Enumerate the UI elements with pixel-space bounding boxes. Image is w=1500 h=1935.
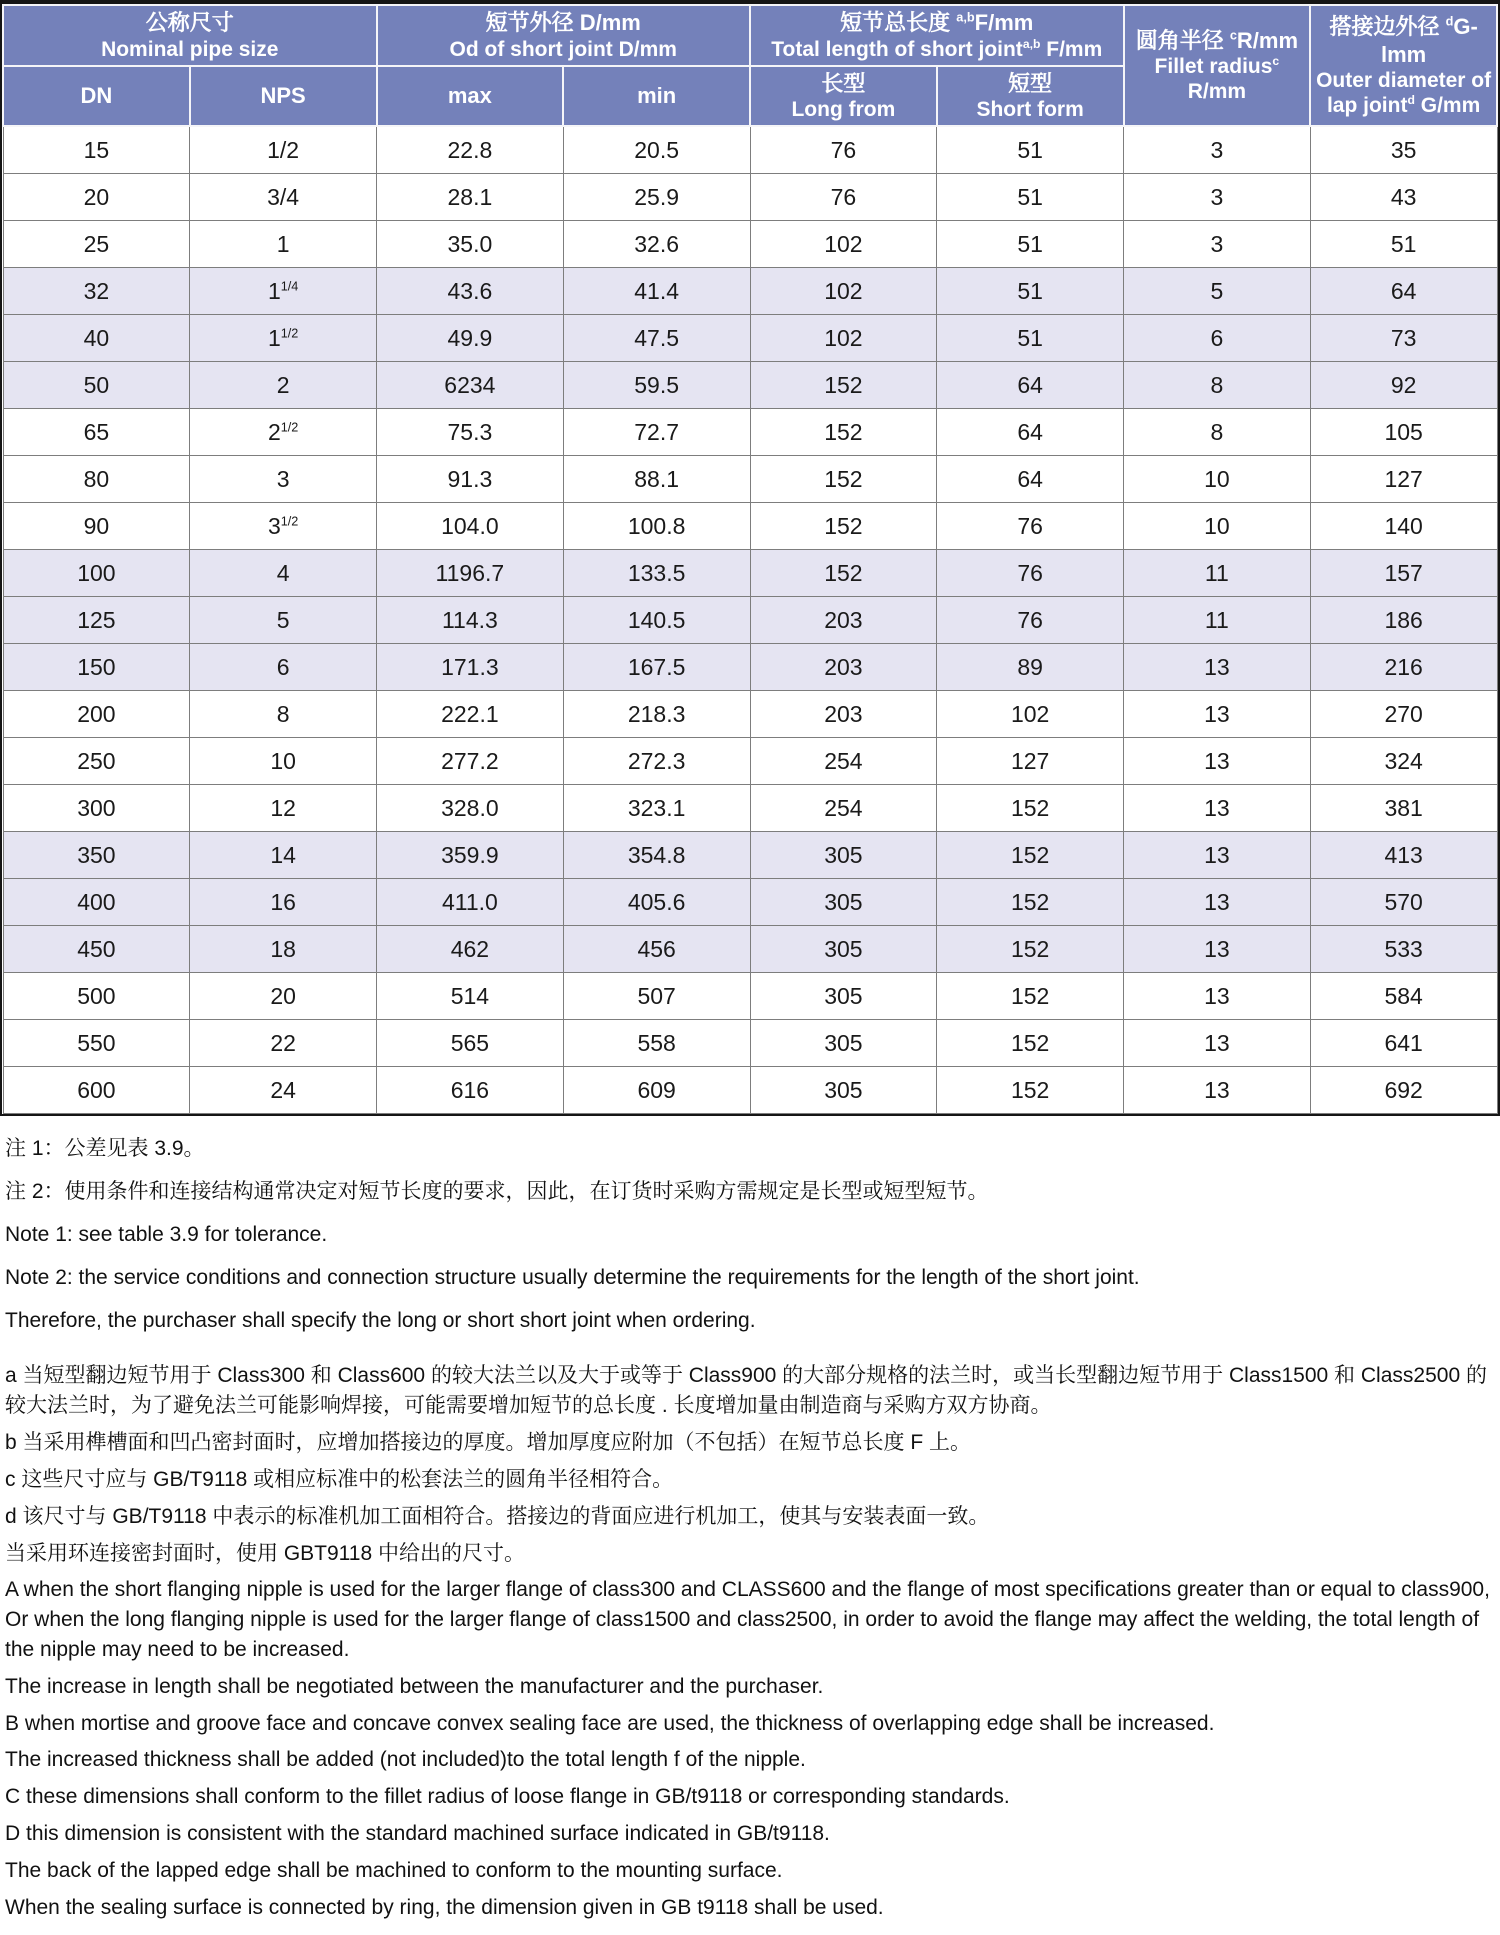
header-total-length-zh: 短节总长度 $^{a,b}$F/mm xyxy=(840,9,1034,35)
cell-nps: 24 xyxy=(190,1067,377,1114)
cell-short-form: 89 xyxy=(937,644,1124,691)
cell-nps: 5 xyxy=(190,597,377,644)
cell-short-form: 76 xyxy=(937,597,1124,644)
cell-lap-od: 105 xyxy=(1310,409,1497,456)
cell-long-form: 102 xyxy=(750,315,937,362)
cell-od-max: 277.2 xyxy=(377,738,564,785)
cell-nps: $1^{1/2}$ xyxy=(190,315,377,362)
table-body xyxy=(3,126,1497,1114)
cell-long-form: 76 xyxy=(750,174,937,221)
table-row xyxy=(3,315,1497,362)
header-nominal-zh: 公称尺寸 xyxy=(145,10,234,35)
cell-long-form: 152 xyxy=(750,362,937,409)
cell-od-min: 558 xyxy=(563,1020,750,1067)
cell-short-form: 76 xyxy=(937,550,1124,597)
footnote-ring-zh: 当采用环连接密封面时，使用 GBT9118 中给出的尺寸。 xyxy=(5,1541,525,1565)
cell-lap-od: 43 xyxy=(1310,174,1497,221)
cell-fillet-radius: 13 xyxy=(1124,1020,1311,1067)
cell-od-min: 25.9 xyxy=(563,174,750,221)
table-row xyxy=(3,644,1497,691)
cell-od-min: 88.1 xyxy=(563,456,750,503)
cell-lap-od: 324 xyxy=(1310,738,1497,785)
footnote-ring-en: When the sealing surface is connected by ring, the dimension given in GB t9118 shall be used. xyxy=(5,1895,884,1919)
note-line: Note 2: the service conditions and connection structure usually determine the requirements for the length of the short joint. xyxy=(5,1265,1140,1289)
footnote-b-en: B when mortise and groove face and concave convex sealing face are used, the thickness of overlapping edge shall be increased. xyxy=(5,1711,1215,1735)
table-row xyxy=(3,879,1497,926)
footnote-d2-en: The back of the lapped edge shall be machined to conform to the mounting surface. xyxy=(5,1858,783,1882)
cell-od-max: 359.9 xyxy=(377,832,564,879)
cell-fillet-radius: 5 xyxy=(1124,268,1311,315)
cell-od-max: 104.0 xyxy=(377,503,564,550)
table-row xyxy=(3,409,1497,456)
header-nominal-en: Nominal pipe size xyxy=(101,37,279,61)
nps-fraction-superscript: 1/2 xyxy=(280,420,299,435)
table-row xyxy=(3,126,1497,174)
cell-od-max: 462 xyxy=(377,926,564,973)
cell-lap-od: 641 xyxy=(1310,1020,1497,1067)
cell-long-form: 305 xyxy=(750,926,937,973)
cell-short-form: 76 xyxy=(937,503,1124,550)
table-header xyxy=(3,5,1497,126)
cell-nps: $3^{1/2}$ xyxy=(190,503,377,550)
cell-short-form: 51 xyxy=(937,221,1124,268)
cell-short-form: 152 xyxy=(937,973,1124,1020)
cell-lap-od: 140 xyxy=(1310,503,1497,550)
cell-od-min: 272.3 xyxy=(563,738,750,785)
cell-short-form: 51 xyxy=(937,126,1124,174)
table-row xyxy=(3,456,1497,503)
cell-lap-od: 413 xyxy=(1310,832,1497,879)
table-row xyxy=(3,221,1497,268)
cell-long-form: 305 xyxy=(750,1020,937,1067)
cell-od-min: 47.5 xyxy=(563,315,750,362)
header-group-row xyxy=(3,5,1497,66)
cell-dn: 200 xyxy=(3,691,190,738)
cell-dn: 40 xyxy=(3,315,190,362)
cell-od-min: 609 xyxy=(563,1067,750,1114)
cell-long-form: 152 xyxy=(750,503,937,550)
cell-dn: 80 xyxy=(3,456,190,503)
cell-lap-od: 186 xyxy=(1310,597,1497,644)
table-row xyxy=(3,691,1497,738)
table-row xyxy=(3,550,1497,597)
cell-dn: 550 xyxy=(3,1020,190,1067)
table-row xyxy=(3,362,1497,409)
footnote-b2-en: The increased thickness shall be added (not included)to the total length f of the nipple. xyxy=(5,1748,806,1772)
cell-long-form: 152 xyxy=(750,550,937,597)
cell-long-form: 203 xyxy=(750,644,937,691)
footnote-a-en: A when the short flanging nipple is used for the larger flange of class300 and CLASS600 and the flange of most specifications greater than or equal to class900, Or when the long flanging nipple is used for the larger flange of class1500 and class2500, in order to avoid the flange may affect the welding, the total length of the nipple may need to be increased. xyxy=(5,1578,1490,1661)
cell-od-min: 507 xyxy=(563,973,750,1020)
header-total-length-en: Total length of short joint$^{a,b}$ F/mm xyxy=(771,36,1103,61)
pipe-size-table xyxy=(2,4,1498,1114)
footnote-a2-en: The increase in length shall be negotiated between the manufacturer and the purchaser. xyxy=(5,1674,824,1698)
notes-section xyxy=(0,1116,1500,1935)
cell-fillet-radius: 3 xyxy=(1124,221,1311,268)
cell-nps: 20 xyxy=(190,973,377,1020)
cell-od-max: 49.9 xyxy=(377,315,564,362)
cell-fillet-radius: 13 xyxy=(1124,879,1311,926)
cell-nps: 22 xyxy=(190,1020,377,1067)
cell-long-form: 305 xyxy=(750,1067,937,1114)
cell-long-form: 102 xyxy=(750,268,937,315)
superscript-d: d xyxy=(1407,93,1415,108)
header-lap-zh: 搭接边外径 $^d$G-lmm xyxy=(1329,13,1478,67)
cell-dn: 90 xyxy=(3,503,190,550)
cell-nps: 1 xyxy=(190,221,377,268)
header-fillet-radius xyxy=(1124,5,1311,126)
superscript-ab: a,b xyxy=(1022,36,1041,51)
header-nps: NPS xyxy=(190,66,377,127)
cell-nps: 2 xyxy=(190,362,377,409)
note-line: 注 2：使用条件和连接结构通常决定对短节长度的要求，因此，在订货时采购方需规定是长型或短型短节。 xyxy=(5,1180,989,1204)
cell-long-form: 152 xyxy=(750,409,937,456)
cell-od-max: 43.6 xyxy=(377,268,564,315)
cell-lap-od: 216 xyxy=(1310,644,1497,691)
cell-dn: 20 xyxy=(3,174,190,221)
cell-nps: 3/4 xyxy=(190,174,377,221)
cell-lap-od: 64 xyxy=(1310,268,1497,315)
note-line: Note 1: see table 3.9 for tolerance. xyxy=(5,1223,328,1246)
cell-dn: 100 xyxy=(3,550,190,597)
cell-long-form: 203 xyxy=(750,691,937,738)
header-long-form: 长型 Long from xyxy=(750,66,937,127)
cell-short-form: 152 xyxy=(937,879,1124,926)
cell-fillet-radius: 3 xyxy=(1124,126,1311,174)
cell-od-max: 328.0 xyxy=(377,785,564,832)
cell-dn: 350 xyxy=(3,832,190,879)
cell-nps: 4 xyxy=(190,550,377,597)
cell-od-max: 22.8 xyxy=(377,126,564,174)
header-lap-joint-od xyxy=(1310,5,1497,126)
header-dn: DN xyxy=(3,66,190,127)
cell-lap-od: 51 xyxy=(1310,221,1497,268)
cell-od-min: 323.1 xyxy=(563,785,750,832)
note-line: Therefore, the purchaser shall specify the long or short short joint when ordering. xyxy=(5,1308,756,1332)
cell-lap-od: 73 xyxy=(1310,315,1497,362)
cell-dn: 32 xyxy=(3,268,190,315)
cell-dn: 150 xyxy=(3,644,190,691)
cell-fillet-radius: 13 xyxy=(1124,832,1311,879)
cell-nps: 10 xyxy=(190,738,377,785)
cell-od-max: 411.0 xyxy=(377,879,564,926)
cell-short-form: 152 xyxy=(937,785,1124,832)
table-row xyxy=(3,268,1497,315)
cell-short-form: 152 xyxy=(937,1067,1124,1114)
table-row xyxy=(3,1067,1497,1114)
cell-dn: 300 xyxy=(3,785,190,832)
cell-od-max: 35.0 xyxy=(377,221,564,268)
cell-short-form: 152 xyxy=(937,1020,1124,1067)
cell-dn: 250 xyxy=(3,738,190,785)
table-row xyxy=(3,503,1497,550)
cell-short-form: 152 xyxy=(937,926,1124,973)
cell-fillet-radius: 3 xyxy=(1124,174,1311,221)
table-row xyxy=(3,832,1497,879)
cell-od-max: 565 xyxy=(377,1020,564,1067)
cell-od-min: 354.8 xyxy=(563,832,750,879)
cell-lap-od: 127 xyxy=(1310,456,1497,503)
cell-fillet-radius: 13 xyxy=(1124,785,1311,832)
cell-dn: 50 xyxy=(3,362,190,409)
header-od-zh: 短节外径 D/mm xyxy=(485,10,641,35)
cell-od-min: 133.5 xyxy=(563,550,750,597)
header-max: max xyxy=(377,66,564,127)
header-nominal-pipe-size xyxy=(3,5,377,66)
cell-od-min: 140.5 xyxy=(563,597,750,644)
nps-fraction-superscript: 1/4 xyxy=(280,279,299,294)
cell-dn: 500 xyxy=(3,973,190,1020)
footnote-b-zh: b 当采用榫槽面和凹凸密封面时，应增加搭接边的厚度。增加厚度应附加（不包括）在短节总长度 F 上。 xyxy=(5,1431,972,1455)
cell-fillet-radius: 13 xyxy=(1124,973,1311,1020)
cell-nps: 6 xyxy=(190,644,377,691)
cell-long-form: 254 xyxy=(750,738,937,785)
cell-od-max: 616 xyxy=(377,1067,564,1114)
cell-od-max: 222.1 xyxy=(377,691,564,738)
cell-long-form: 152 xyxy=(750,456,937,503)
superscript-d: d xyxy=(1445,13,1454,29)
cell-fillet-radius: 8 xyxy=(1124,362,1311,409)
cell-lap-od: 381 xyxy=(1310,785,1497,832)
cell-short-form: 64 xyxy=(937,409,1124,456)
cell-dn: 400 xyxy=(3,879,190,926)
header-total-length xyxy=(750,5,1124,66)
cell-fillet-radius: 13 xyxy=(1124,1067,1311,1114)
cell-short-form: 152 xyxy=(937,832,1124,879)
cell-lap-od: 270 xyxy=(1310,691,1497,738)
cell-lap-od: 92 xyxy=(1310,362,1497,409)
cell-od-min: 100.8 xyxy=(563,503,750,550)
table-row xyxy=(3,973,1497,1020)
cell-nps: $1^{1/4}$ xyxy=(190,268,377,315)
nps-fraction-superscript: 1/2 xyxy=(280,326,299,341)
table-row xyxy=(3,926,1497,973)
footnote-c-en: C these dimensions shall conform to the fillet radius of loose flange in GB/t9118 or corresponding standards. xyxy=(5,1785,1010,1809)
cell-lap-od: 692 xyxy=(1310,1067,1497,1114)
cell-od-max: 28.1 xyxy=(377,174,564,221)
table-row xyxy=(3,738,1497,785)
cell-lap-od: 157 xyxy=(1310,550,1497,597)
table-row xyxy=(3,597,1497,644)
cell-od-min: 218.3 xyxy=(563,691,750,738)
cell-nps: 18 xyxy=(190,926,377,973)
cell-lap-od: 533 xyxy=(1310,926,1497,973)
cell-od-max: 91.3 xyxy=(377,456,564,503)
table-row xyxy=(3,174,1497,221)
cell-long-form: 203 xyxy=(750,597,937,644)
cell-od-min: 20.5 xyxy=(563,126,750,174)
cell-nps: 14 xyxy=(190,832,377,879)
header-od-short-joint xyxy=(377,5,751,66)
header-lap-en: Outer diameter of lap joint$^d$ G/mm xyxy=(1316,69,1492,118)
cell-fillet-radius: 13 xyxy=(1124,738,1311,785)
cell-od-min: 456 xyxy=(563,926,750,973)
footnote-d-zh: d 该尺寸与 GB/T9118 中表示的标准机加工面相符合。搭接边的背面应进行机加工，使其与安装表面一致。 xyxy=(5,1504,990,1528)
nps-fraction-superscript: 1/2 xyxy=(280,514,299,529)
footnote-d-en: D this dimension is consistent with the standard machined surface indicated in GB/t9118. xyxy=(5,1822,830,1845)
note-line: 注 1：公差见表 3.9。 xyxy=(5,1137,205,1161)
cell-od-max: 514 xyxy=(377,973,564,1020)
cell-short-form: 102 xyxy=(937,691,1124,738)
cell-fillet-radius: 10 xyxy=(1124,503,1311,550)
cell-long-form: 76 xyxy=(750,126,937,174)
cell-dn: 600 xyxy=(3,1067,190,1114)
cell-od-min: 167.5 xyxy=(563,644,750,691)
cell-od-min: 41.4 xyxy=(563,268,750,315)
cell-long-form: 305 xyxy=(750,879,937,926)
cell-nps: 12 xyxy=(190,785,377,832)
cell-long-form: 102 xyxy=(750,221,937,268)
cell-long-form: 305 xyxy=(750,832,937,879)
cell-lap-od: 584 xyxy=(1310,973,1497,1020)
cell-od-max: 6234 xyxy=(377,362,564,409)
superscript-c: c xyxy=(1229,27,1237,43)
cell-od-max: 75.3 xyxy=(377,409,564,456)
cell-od-min: 32.6 xyxy=(563,221,750,268)
cell-od-max: 1196.7 xyxy=(377,550,564,597)
header-short-form: 短型 Short form xyxy=(937,66,1124,127)
cell-nps: 16 xyxy=(190,879,377,926)
header-od-en: Od of short joint D/mm xyxy=(449,37,677,61)
superscript-c: c xyxy=(1272,54,1280,69)
cell-fillet-radius: 13 xyxy=(1124,691,1311,738)
header-fillet-zh: 圆角半径 $^c$R/mm xyxy=(1135,27,1299,53)
cell-long-form: 305 xyxy=(750,973,937,1020)
cell-short-form: 51 xyxy=(937,315,1124,362)
cell-dn: 65 xyxy=(3,409,190,456)
header-min: min xyxy=(563,66,750,127)
cell-od-min: 59.5 xyxy=(563,362,750,409)
cell-short-form: 51 xyxy=(937,174,1124,221)
cell-od-min: 72.7 xyxy=(563,409,750,456)
cell-short-form: 64 xyxy=(937,456,1124,503)
cell-nps: 8 xyxy=(190,691,377,738)
cell-lap-od: 35 xyxy=(1310,126,1497,174)
cell-lap-od: 570 xyxy=(1310,879,1497,926)
footnote-a-zh: a 当短型翻边短节用于 Class300 和 Class600 的较大法兰以及大于或等于 Class900 的大部分规格的法兰时，或当长型翻边短节用于 Class1500 和 Class2500 的较大法兰时，为了避免法兰可能影响焊接，可能需要增加短节的总长度 . 长度增加量由制造商与采购方双方协商。 xyxy=(5,1364,1487,1418)
superscript-ab: a,b xyxy=(956,9,975,25)
table-row xyxy=(3,1020,1497,1067)
cell-od-min: 405.6 xyxy=(563,879,750,926)
table-row xyxy=(3,785,1497,832)
cell-short-form: 51 xyxy=(937,268,1124,315)
cell-fillet-radius: 11 xyxy=(1124,550,1311,597)
cell-short-form: 64 xyxy=(937,362,1124,409)
cell-long-form: 254 xyxy=(750,785,937,832)
cell-nps: 3 xyxy=(190,456,377,503)
cell-od-max: 171.3 xyxy=(377,644,564,691)
cell-fillet-radius: 10 xyxy=(1124,456,1311,503)
cell-nps: $2^{1/2}$ xyxy=(190,409,377,456)
cell-fillet-radius: 8 xyxy=(1124,409,1311,456)
cell-dn: 125 xyxy=(3,597,190,644)
cell-fillet-radius: 13 xyxy=(1124,926,1311,973)
header-fillet-en: Fillet radius$^c$ R/mm xyxy=(1154,54,1280,104)
cell-dn: 450 xyxy=(3,926,190,973)
footnote-c-zh: c 这些尺寸应与 GB/T9118 或相应标准中的松套法兰的圆角半径相符合。 xyxy=(5,1467,674,1491)
cell-fillet-radius: 11 xyxy=(1124,597,1311,644)
cell-fillet-radius: 6 xyxy=(1124,315,1311,362)
cell-nps: 1/2 xyxy=(190,126,377,174)
cell-fillet-radius: 13 xyxy=(1124,644,1311,691)
cell-short-form: 127 xyxy=(937,738,1124,785)
cell-dn: 15 xyxy=(3,126,190,174)
cell-dn: 25 xyxy=(3,221,190,268)
cell-od-max: 114.3 xyxy=(377,597,564,644)
